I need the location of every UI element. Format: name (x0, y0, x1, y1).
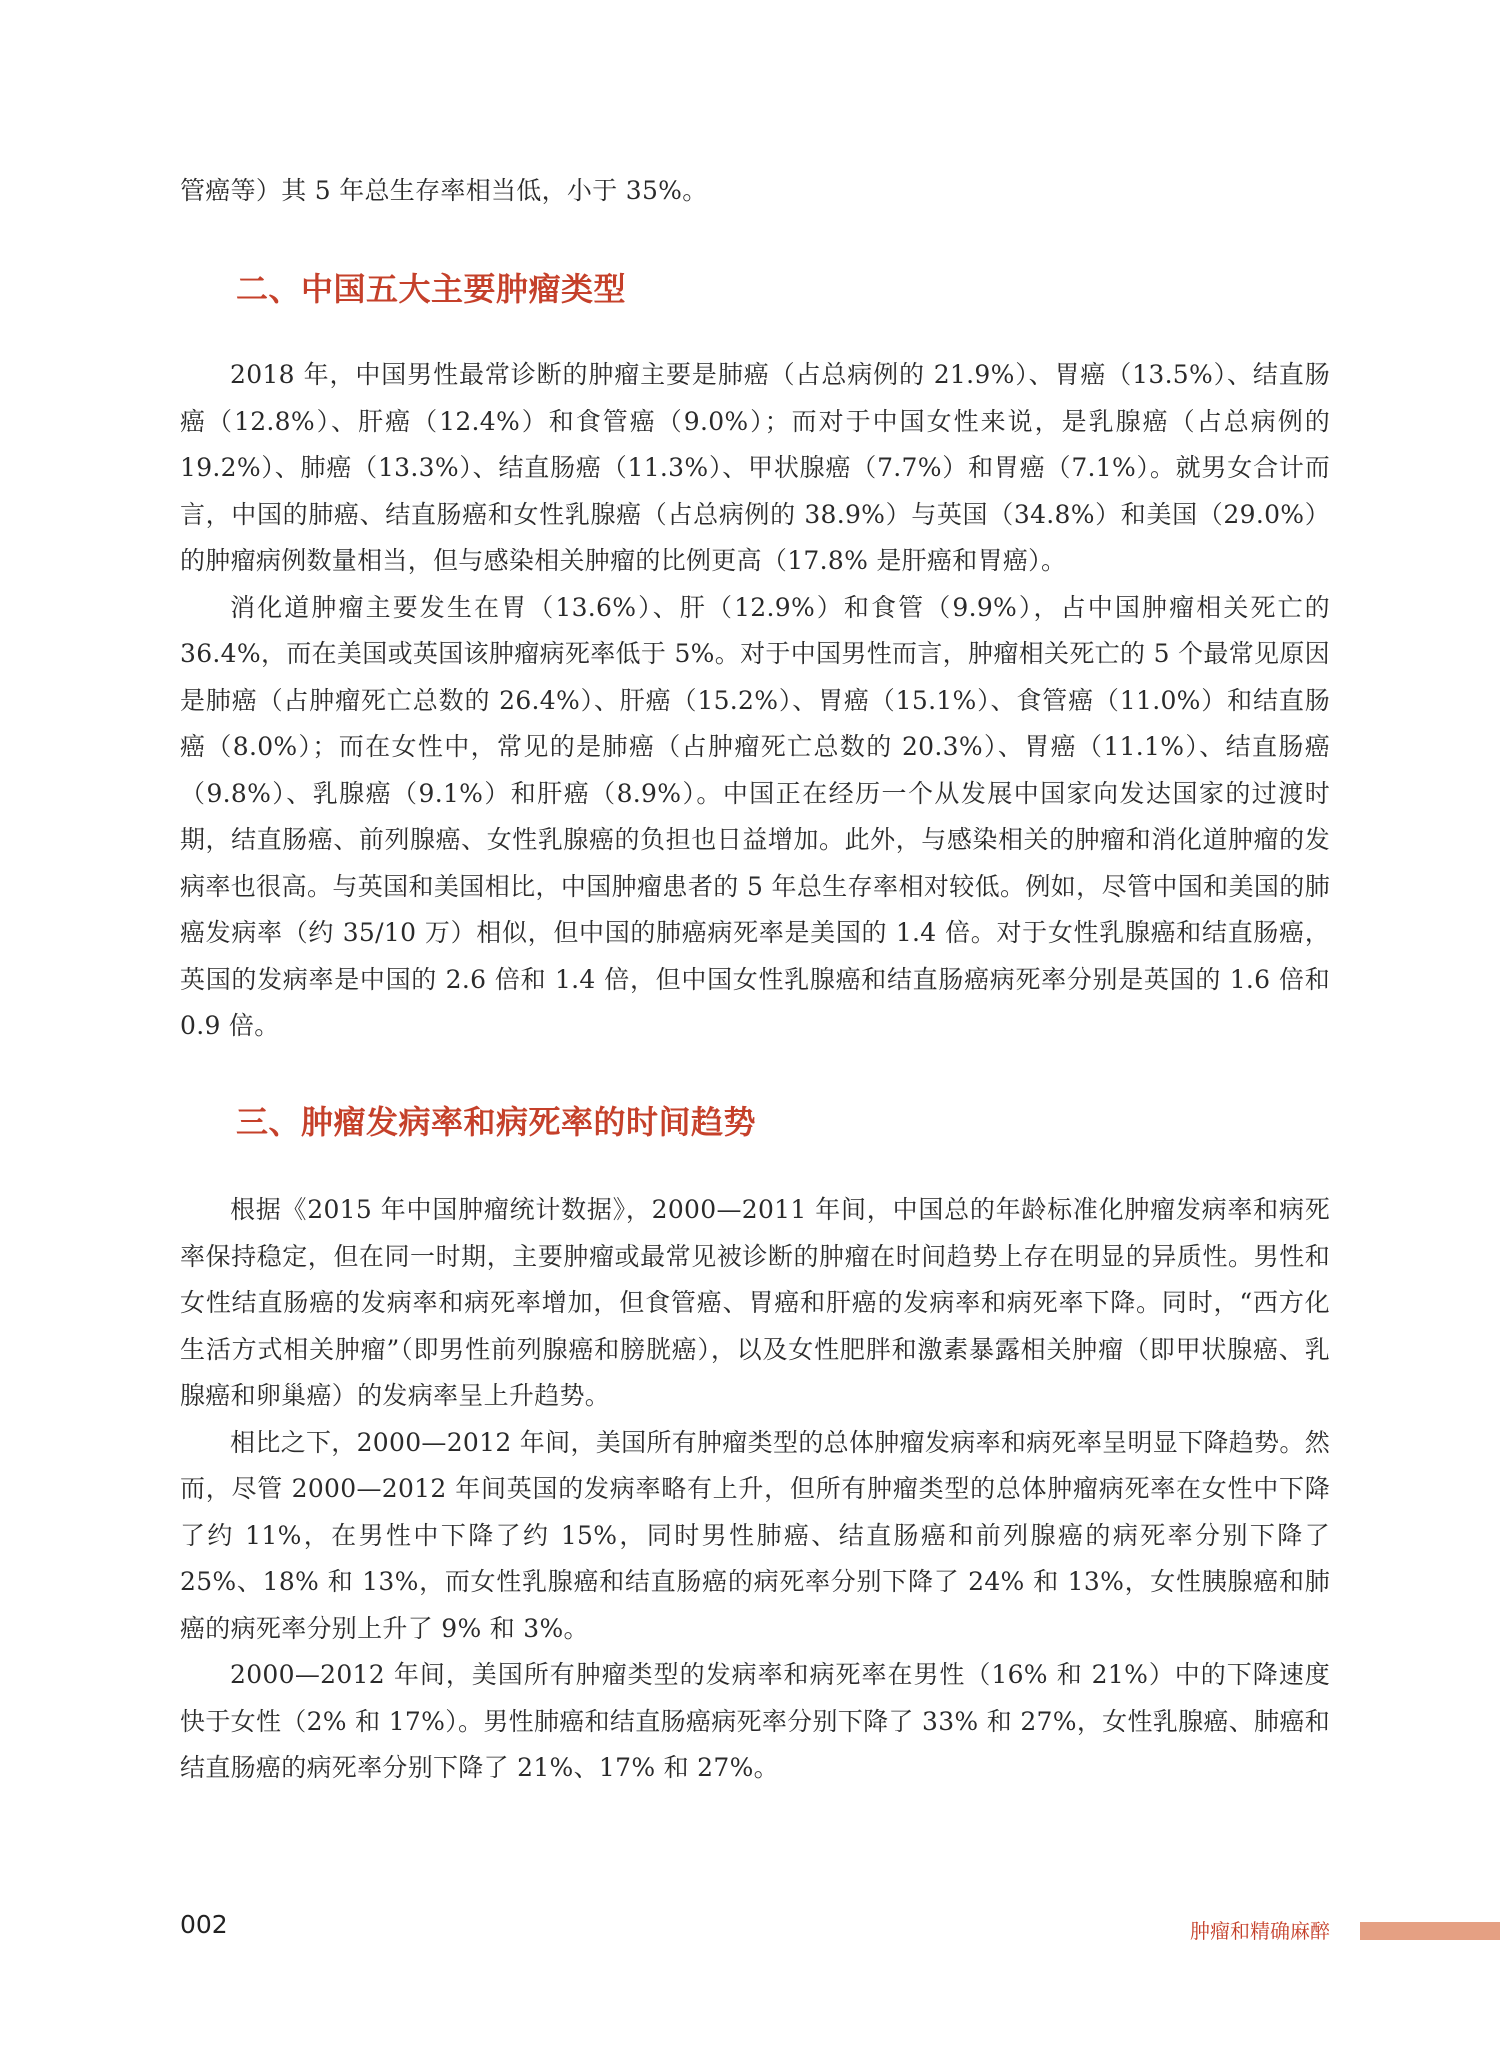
section-heading-2: 二、中国五大主要肿瘤类型 (236, 270, 627, 308)
section-3-paragraph-2: 相比之下，2000—2012 年间，美国所有肿瘤类型的总体肿瘤发病率和病死率呈明显下降趋势。然而，尽管 2000—2012 年间英国的发病率略有上升，但所有肿瘤类型的总体肿瘤病死率在女性中下降了约 11%，在男性中下降了约 15%，同时男性肺癌、结直肠癌和前列腺癌的病死率分别下降了 25%、18% 和 13%，而女性乳腺癌和结直肠癌的病死率分别下降了 24% 和 13%，女性胰腺癌和肺癌的病死率分别上升了 9% 和 3%。 (180, 1427, 1330, 1643)
section-3-paragraph-3: 2000—2012 年间，美国所有肿瘤类型的发病率和病死率在男性（16% 和 21%）中的下降速度快于女性（2% 和 17%）。男性肺癌和结直肠癌病死率分别下降了 33% 和 27%，女性乳腺癌、肺癌和结直肠癌的病死率分别下降了 21%、17% 和 27%。 (180, 1660, 1330, 1782)
section-heading-3: 三、肿瘤发病率和病死率的时间趋势 (236, 1103, 757, 1141)
section-2-paragraph-1: 2018 年，中国男性最常诊断的肿瘤主要是肺癌（占总病例的 21.9%）、胃癌（13.5%）、结直肠癌（12.8%）、肝癌（12.4%）和食管癌（9.0%）；而对于中国女性来说，是乳腺癌（占总病例的 19.2%）、肺癌（13.3%）、结直肠癌（11.3%）、甲状腺癌（7.7%）和胃癌（7.1%）。就男女合计而言，中国的肺癌、结直肠癌和女性乳腺癌（占总病例的 38.9%）与英国（34.8%）和美国（29.0%）的肿瘤病例数量相当，但与感染相关肿瘤的比例更高（17.8% 是肝癌和胃癌）。 (180, 360, 1330, 575)
section-3-paragraph-1: 根据《2015 年中国肿瘤统计数据》，2000—2011 年间，中国总的年龄标准化肿瘤发病率和病死率保持稳定，但在同一时期，主要肿瘤或最常见被诊断的肿瘤在时间趋势上存在明显的异质性。男性和女性结直肠癌的发病率和病死率增加，但食管癌、胃癌和肝癌的发病率和病死率下降。同时，“西方化生活方式相关肿瘤”（即男性前列腺癌和膀胱癌），以及女性肥胖和激素暴露相关肿瘤（即甲状腺癌、乳腺癌和卵巢癌）的发病率呈上升趋势。 (180, 1195, 1330, 1410)
intro-paragraph: 管癌等）其 5 年总生存率相当低，小于 35%。 (180, 176, 708, 205)
section-2-paragraph-2: 消化道肿瘤主要发生在胃（13.6%）、肝（12.9%）和食管（9.9%），占中国肿瘤相关死亡的 36.4%，而在美国或英国该肿瘤病死率低于 5%。对于中国男性而言，肿瘤相关死亡的 5 个最常见原因是肺癌（占肿瘤死亡总数的 26.4%）、肝癌（15.2%）、胃癌（15.1%）、食管癌（11.0%）和结直肠癌（8.0%）；而在女性中，常见的是肺癌（占肿瘤死亡总数的 20.3%）、胃癌（11.1%）、结直肠癌（9.8%）、乳腺癌（9.1%）和肝癌（8.9%）。中国正在经历一个从发展中国家向发达国家的过渡时期，结直肠癌、前列腺癌、女性乳腺癌的负担也日益增加。此外，与感染相关的肿瘤和消化道肿瘤的发病率也很高。与英国和美国相比，中国肿瘤患者的 5 年总生存率相对较低。例如，尽管中国和美国的肺癌发病率（约 35/10 万）相似，但中国的肺癌病死率是美国的 1.4 倍。对于女性乳腺癌和结直肠癌，英国的发病率是中国的 2.6 倍和 1.4 倍，但中国女性乳腺癌和结直肠癌病死率分别是英国的 1.6 倍和 0.9 倍。 (180, 592, 1330, 1040)
running-title: 肿瘤和精确麻醉 (1190, 1919, 1330, 1943)
intro-block (180, 168, 1330, 215)
section-3-body (180, 1187, 1330, 1792)
footer-accent-bar (1360, 1922, 1500, 1940)
section-2-body (180, 352, 1330, 1050)
page-number: 002 (180, 1910, 228, 1939)
